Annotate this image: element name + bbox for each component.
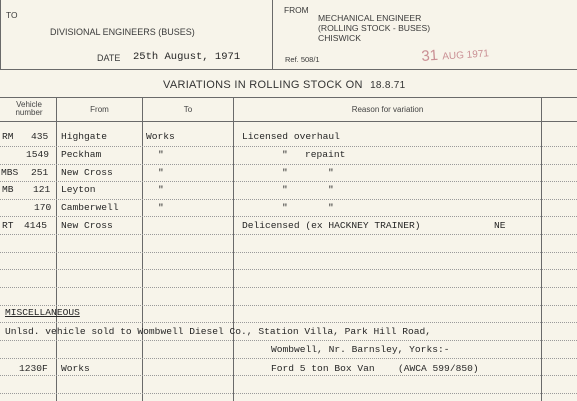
vehicle-number: 251: [31, 167, 49, 178]
row-reason: " ": [282, 167, 334, 178]
misc-heading: MISCELLANEOUS: [5, 307, 80, 318]
from-label: FROM: [284, 5, 309, 15]
misc-from: Works: [61, 363, 90, 374]
vehicle-number: 4145: [24, 220, 48, 231]
date-value: 25th August, 1971: [133, 51, 241, 63]
vehicle-number: 170: [34, 202, 52, 213]
row-to: ": [158, 202, 164, 213]
misc-line-2: Wombwell, Nr. Barnsley, Yorks:-: [271, 344, 450, 355]
from-line-2: (ROLLING STOCK - BUSES): [318, 23, 431, 33]
date-label: DATE: [97, 53, 121, 63]
misc-line-1: Unlsd. vehicle sold to Wombwell Diesel Co., Station Villa, Park Hill Road,: [5, 326, 432, 337]
row-reason: " ": [282, 184, 334, 195]
vehicle-prefix: MB: [2, 184, 14, 195]
stamp-month-year: AUG 1971: [441, 48, 490, 63]
vehicle-prefix: RM: [2, 131, 14, 142]
row-from: Camberwell: [61, 202, 119, 213]
from-line-1: MECHANICAL ENGINEER: [318, 13, 422, 23]
row-to: ": [158, 184, 164, 195]
title-text: VARIATIONS IN ROLLING STOCK ON: [163, 79, 363, 91]
row-to: ": [158, 167, 164, 178]
from-line-3: CHISWICK: [318, 33, 361, 43]
row-extra: NE: [494, 220, 506, 231]
misc-registration: (AWCA 599/850): [398, 363, 479, 374]
title-date: 18.8.71: [370, 80, 406, 91]
misc-vehicle-number: 1230F: [19, 363, 48, 374]
received-stamp: [421, 43, 490, 65]
vehicle-number: 1549: [26, 149, 50, 160]
vehicle-number: 121: [33, 184, 51, 195]
col-header-from: From: [90, 105, 109, 114]
vehicle-number: 435: [31, 131, 49, 142]
row-reason: " repaint: [282, 149, 346, 160]
page-title: [163, 79, 406, 91]
col-header-reason: Reason for variation: [351, 105, 424, 114]
row-reason: Delicensed (ex HACKNEY TRAINER): [242, 220, 421, 231]
row-from: New Cross: [61, 220, 113, 231]
row-from: Highgate: [61, 131, 108, 142]
col-header-to: To: [183, 105, 193, 114]
from-block: [318, 13, 430, 43]
row-to: Works: [146, 131, 175, 142]
col-header-vehicle: Vehicle number: [15, 100, 43, 117]
stamp-day: 31: [420, 46, 439, 65]
to-label: TO: [6, 10, 18, 20]
row-from: Leyton: [61, 184, 96, 195]
vehicle-prefix: MBS: [1, 167, 19, 178]
vehicle-prefix: RT: [2, 220, 14, 231]
misc-description: Ford 5 ton Box Van: [271, 363, 375, 374]
row-from: Peckham: [61, 149, 102, 160]
ref-number: Ref. 508/1: [285, 55, 320, 64]
row-reason: Licensed overhaul: [242, 131, 340, 142]
to-recipient: DIVISIONAL ENGINEERS (BUSES): [50, 27, 195, 37]
row-reason: " ": [282, 202, 334, 213]
row-from: New Cross: [61, 167, 113, 178]
row-to: ": [158, 149, 164, 160]
